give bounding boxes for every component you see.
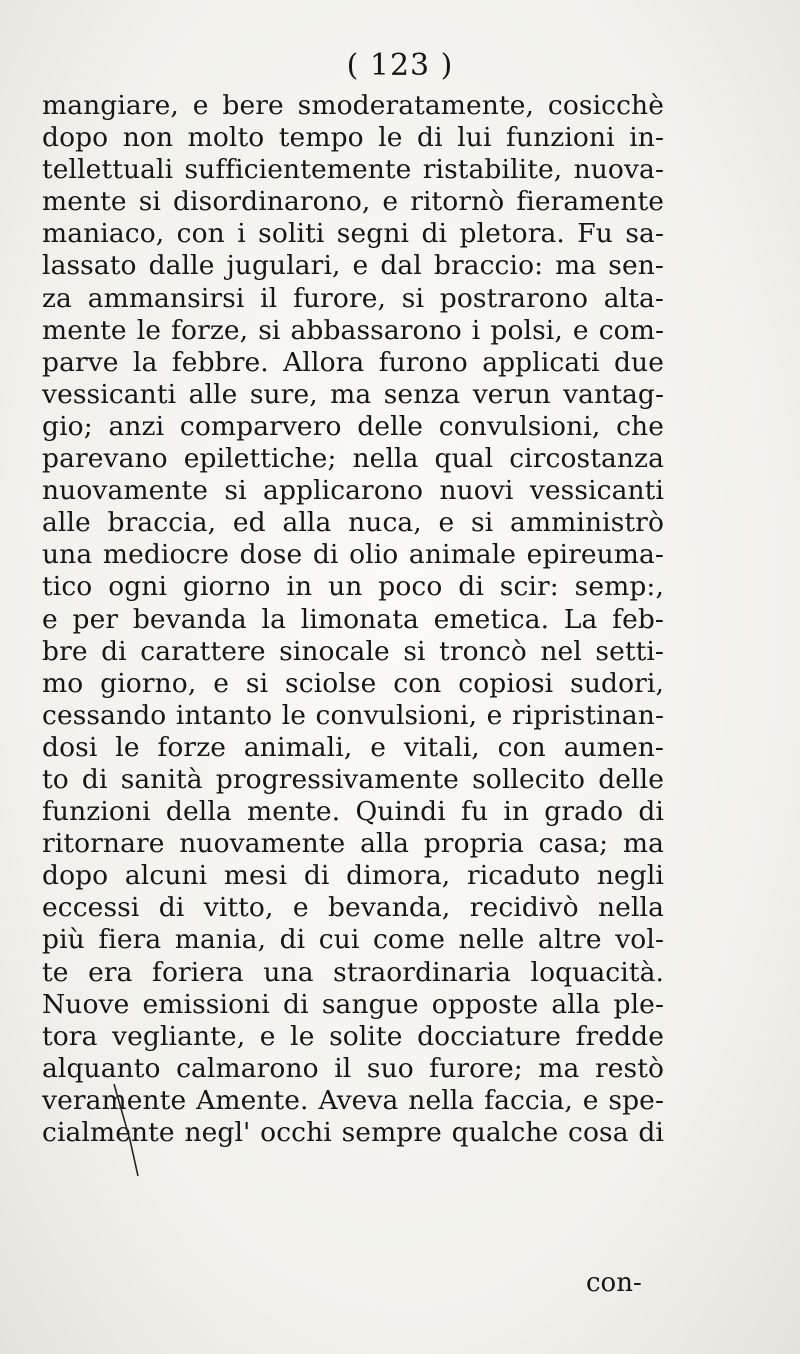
text-line: e per bevanda la limonata emetica. La feb- xyxy=(42,603,664,635)
text-line: eccessi di vitto, e bevanda, recidivò nella xyxy=(42,892,664,924)
text-line: più fiera mania, di cui come nelle altre vol- xyxy=(42,924,664,956)
text-line: te era foriera una straordinaria loquacità. xyxy=(42,956,664,988)
text-line: ritornare nuovamente alla propria casa; ma xyxy=(42,828,664,860)
page-number: ( 123 ) xyxy=(346,48,454,83)
text-line: vessicanti alle sure, ma senza verun vantag- xyxy=(42,378,664,410)
text-line: tellettuali sufficientemente ristabilite, nuova- xyxy=(42,154,664,186)
text-line: mente si disordinarono, e ritornò fieramente xyxy=(42,186,664,218)
text-line: parevano epilettiche; nella qual circostanza xyxy=(42,443,664,475)
text-line: Nuove emissioni di sangue opposte alla ple- xyxy=(42,988,664,1020)
text-line: dopo non molto tempo le di lui funzioni in- xyxy=(42,122,664,154)
text-line: mangiare, e bere smoderatamente, cosicchè xyxy=(42,90,664,121)
text-line: una mediocre dose di olio animale epireuma- xyxy=(42,539,664,571)
text-line: cessando intanto le convulsioni, e ripristinan- xyxy=(42,699,664,731)
text-line: veramente Amente. Aveva nella faccia, e spe- xyxy=(42,1084,664,1116)
text-line: dopo alcuni mesi di dimora, ricaduto negli xyxy=(42,860,664,892)
text-line: dosi le forze animali, e vitali, con aumen- xyxy=(42,731,664,763)
text-line: parve la febbre. Allora furono applicati due xyxy=(42,346,664,378)
text-line: cialmente negl' occhi sempre qualche cosa di xyxy=(42,1117,664,1148)
text-line: nuovamente si applicarono nuovi vessicanti xyxy=(42,475,664,507)
text-line: mo giorno, e si sciolse con copiosi sudori, xyxy=(42,667,664,699)
text-line: za ammansirsi il furore, si postrarono alta- xyxy=(42,282,664,314)
text-line: to di sanità progressivamente sollecito delle xyxy=(42,763,664,795)
text-line: alle braccia, ed alla nuca, e si amministrò xyxy=(42,507,664,539)
text-line: gio; anzi comparvero delle convulsioni, che xyxy=(42,410,664,442)
text-line: mente le forze, si abbassarono i polsi, e com- xyxy=(42,314,664,346)
body-text xyxy=(42,90,664,1149)
catchword: con- xyxy=(586,1268,642,1298)
text-line: bre di carattere sinocale si troncò nel setti- xyxy=(42,635,664,667)
text-line: tico ogni giorno in un poco di scir: semp:, xyxy=(42,571,664,603)
text-line: funzioni della mente. Quindi fu in grado di xyxy=(42,796,664,828)
text-line: tora vegliante, e le solite docciature fredde xyxy=(42,1020,664,1052)
text-line: maniaco, con i soliti segni di pletora. Fu sa- xyxy=(42,218,664,250)
text-line: lassato dalle jugulari, e dal braccio: ma sen- xyxy=(42,250,664,282)
text-line: alquanto calmarono il suo furore; ma restò xyxy=(42,1052,664,1084)
